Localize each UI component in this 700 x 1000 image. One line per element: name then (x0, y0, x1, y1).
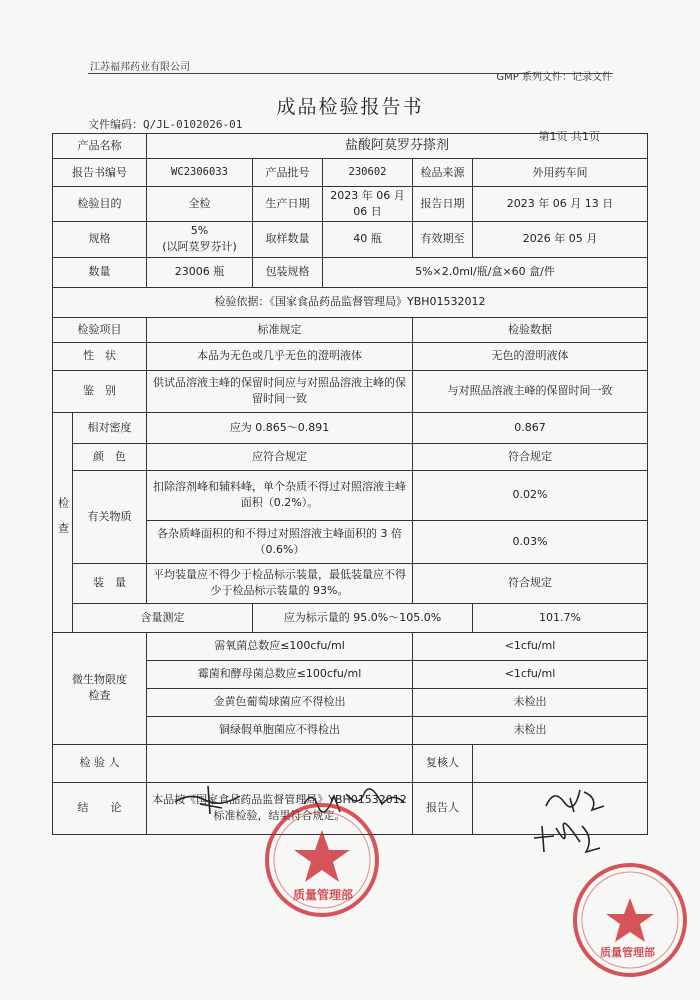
micro-result-3: 未检出 (413, 688, 648, 716)
spec-value (147, 221, 253, 257)
product-name-label: 产品名称 (53, 134, 147, 159)
qty-value: 23006 瓶 (147, 257, 253, 287)
micro-standard-2: 霉菌和酵母菌总数应≤100cfu/ml (147, 660, 413, 688)
gmp-label: GMP 系列文件：记录文件 (496, 72, 612, 83)
related-label: 有关物质 (73, 470, 147, 563)
report-title: 成品检验报告书 (276, 96, 424, 118)
report-table (52, 133, 648, 835)
density-label: 相对密度 (73, 412, 147, 443)
report-no-value: WC2306033 (147, 159, 253, 187)
identify-label: 鉴 别 (53, 370, 147, 412)
appearance-label: 性 状 (53, 342, 147, 370)
pack-value: 5%×2.0ml/瓶/盒×60 盒/件 (323, 257, 648, 287)
color-label: 颜 色 (73, 443, 147, 470)
spec-label: 规格 (53, 221, 147, 257)
purpose-label: 检验目的 (53, 187, 147, 222)
report-date-value: 2023 年 06 月 13 日 (473, 187, 648, 222)
stamp-1-text: 质量管理部 (293, 888, 354, 902)
reviewer-signature-cell (473, 744, 648, 782)
stamp-2-text: 质量管理部 (600, 946, 655, 959)
qty-label: 数量 (53, 257, 147, 287)
page-info: 第1页 共1页 (538, 130, 600, 143)
reporter-signature-cell (473, 782, 648, 834)
assay-label: 含量测定 (73, 603, 253, 632)
related-result-1: 0.02% (413, 470, 648, 520)
assay-standard: 应为标示量的 95.0%～105.0% (253, 603, 473, 632)
prod-date-value: 2023 年 06 月 06 日 (323, 187, 413, 222)
batch-label: 产品批号 (253, 159, 323, 187)
source-value: 外用药车间 (473, 159, 648, 187)
related-standard-2: 各杂质峰面积的和不得过对照溶液主峰面积的 3 倍（0.6%） (147, 520, 413, 563)
purpose-value: 全检 (147, 187, 253, 222)
source-label: 检品来源 (413, 159, 473, 187)
identify-result: 与对照品溶液主峰的保留时间一致 (413, 370, 648, 412)
quality-dept-stamp-2 (570, 860, 690, 980)
micro-result-1: <1cfu/ml (413, 632, 648, 660)
header-rule (88, 73, 613, 74)
expiry-value: 2026 年 05 月 (473, 221, 648, 257)
fill-standard: 平均装量应不得少于检品标示装量，最低装量应不得少于检品标示装量的 93%。 (147, 563, 413, 603)
micro-result-2: <1cfu/ml (413, 660, 648, 688)
sample-qty-label: 取样数量 (253, 221, 323, 257)
spec-line-1: 5% (190, 224, 209, 238)
identify-standard: 供试品溶液主峰的保留时间应与对照品溶液主峰的保留时间一致 (147, 370, 413, 412)
color-result: 符合规定 (413, 443, 648, 470)
basis-text: 检验依据：《国家食品药品监督管理局》YBH01532012 (53, 287, 648, 317)
density-standard: 应为 0.865～0.891 (147, 412, 413, 443)
reviewer-label: 复核人 (413, 744, 473, 782)
inspector-label: 检 验 人 (53, 744, 147, 782)
prod-date-label: 生产日期 (253, 187, 323, 222)
fill-result: 符合规定 (413, 563, 648, 603)
batch-value: 230602 (323, 159, 413, 187)
related-result-2: 0.03% (413, 520, 648, 563)
appearance-result: 无色的澄明液体 (413, 342, 648, 370)
pack-label: 包装规格 (253, 257, 323, 287)
micro-result-4: 未检出 (413, 716, 648, 744)
appearance-standard: 本品为无色或几乎无色的澄明液体 (147, 342, 413, 370)
related-standard-1: 扣除溶剂峰和辅料峰，单个杂质不得过对照溶液主峰面积（0.2%）。 (147, 470, 413, 520)
column-item-header: 检验项目 (53, 317, 147, 342)
report-no-label: 报告书编号 (53, 159, 147, 187)
column-result-header: 检验数据 (413, 317, 648, 342)
micro-standard-1: 需氧菌总数应≤100cfu/ml (147, 632, 413, 660)
inspector-signature-cell (147, 744, 413, 782)
spec-line-2: (以阿莫罗芬计) (162, 240, 237, 254)
color-standard: 应符合规定 (147, 443, 413, 470)
check-group-label: 检查 (53, 412, 73, 632)
fill-label: 装 量 (73, 563, 147, 603)
product-name-value: 盐酸阿莫罗芬搽剂 (147, 134, 648, 159)
conclusion-text: 本品按《国家食品药品监督管理局》YBH01532012 标准检验，结果符合规定。 (147, 782, 413, 834)
expiry-label: 有效期至 (413, 221, 473, 257)
reporter-label: 报告人 (413, 782, 473, 834)
sample-qty-value: 40 瓶 (323, 221, 413, 257)
micro-standard-4: 铜绿假单胞菌应不得检出 (147, 716, 413, 744)
column-standard-header: 标准规定 (147, 317, 413, 342)
document-code: 文件编码：Q/JL-0102026-01 (88, 118, 243, 131)
report-date-label: 报告日期 (413, 187, 473, 222)
assay-result: 101.7% (473, 603, 648, 632)
conclusion-label: 结 论 (53, 782, 147, 834)
density-result: 0.867 (413, 412, 648, 443)
micro-label: 微生物限度检查 (53, 632, 147, 744)
micro-standard-3: 金黄色葡萄球菌应不得检出 (147, 688, 413, 716)
company-name: 江苏福邦药业有限公司 (90, 62, 190, 73)
